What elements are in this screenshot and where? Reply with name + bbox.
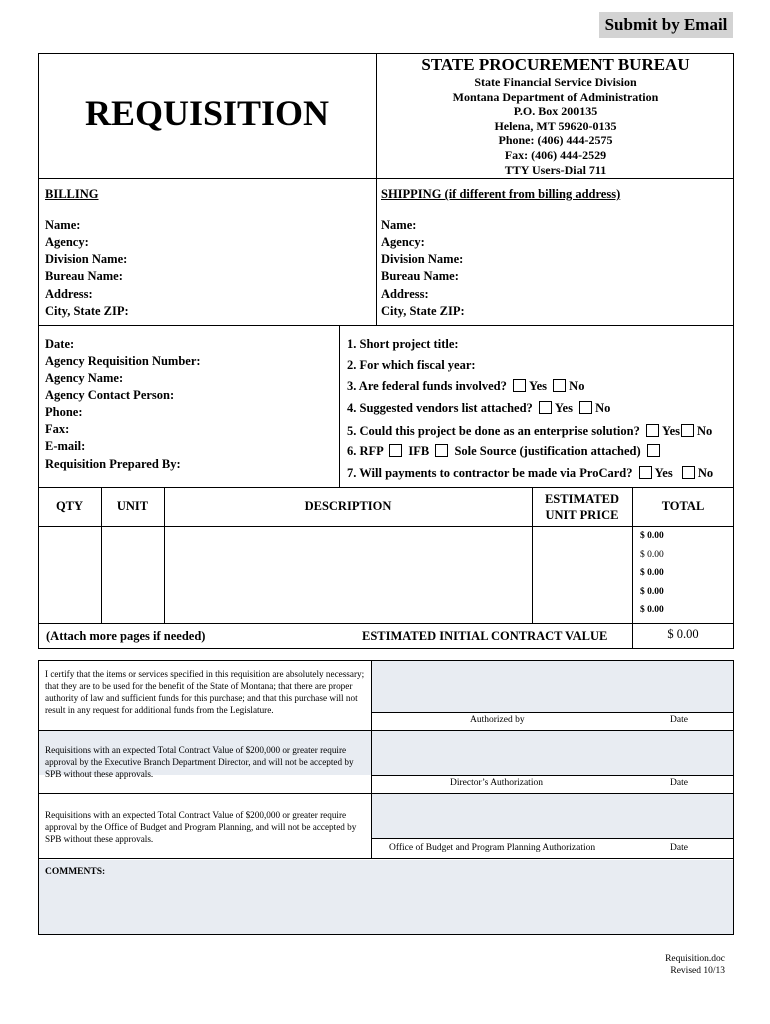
attach-pages-note: (Attach more pages if needed)	[46, 629, 206, 643]
q6-ifb-checkbox[interactable]	[435, 444, 448, 457]
shipping-heading: SHIPPING (if different from billing address)	[381, 187, 621, 201]
q6-sole-source-checkbox[interactable]	[647, 444, 660, 457]
q3-label: 3. Are federal funds involved?	[347, 379, 507, 393]
obpp-date-label: Date	[670, 843, 688, 853]
q4-vendors-list	[347, 401, 610, 416]
col-unit-price-header	[532, 491, 632, 523]
col-qty-header: QTY	[55, 499, 84, 513]
q5-no-checkbox[interactable]	[681, 424, 694, 437]
submit-by-email-button[interactable]: Submit by Email	[599, 12, 733, 38]
department-line: Montana Department of Administration	[452, 89, 659, 104]
q3-no-checkbox[interactable]	[553, 379, 566, 392]
q3-yes-label: Yes	[528, 379, 548, 393]
billing-heading: BILLING	[45, 187, 99, 201]
shipping-city-label[interactable]: City, State ZIP:	[381, 304, 465, 318]
director-signature-field[interactable]	[371, 730, 733, 775]
q6-ifb-label: IFB	[408, 444, 430, 458]
q5-enterprise	[347, 424, 712, 439]
page-title: REQUISITION	[84, 93, 330, 133]
q2-fiscal-year[interactable]: 2. For which fiscal year:	[347, 358, 476, 372]
billing-city-label[interactable]: City, State ZIP:	[45, 304, 129, 318]
q7-label: 7. Will payments to contractor be made via ProCard?	[347, 466, 633, 480]
authorized-signature-field[interactable]	[371, 661, 733, 712]
director-approval-text: Requisitions with an expected Total Contract Value of $200,000 or greater require approval by the Executive Branch Department Director, and will not be accepted by SPB without these approvals.	[45, 745, 354, 779]
agency-phone-label[interactable]: Phone:	[45, 405, 83, 419]
authorized-by-label: Authorized by	[470, 715, 525, 725]
row-total-3[interactable]: $ 0.00	[640, 568, 664, 578]
certify-statement: I certify that the items or services specified in this requisition are absolutely necessary; that they are to be used for the benefit of the State of Montana; that there are proper authority of law and sufficient funds for this purchase; and that this purchase will not result in any request for additional funds from the Legislature.	[45, 669, 365, 715]
date-label[interactable]: Date:	[45, 337, 75, 351]
shipping-address-label[interactable]: Address:	[381, 287, 429, 301]
q5-no-label: No	[697, 424, 713, 438]
q1-project-title[interactable]: 1. Short project title:	[347, 337, 459, 351]
billing-agency-label[interactable]: Agency:	[45, 235, 89, 249]
col-unit-header: UNIT	[116, 499, 149, 513]
q4-no-label: No	[595, 401, 611, 415]
authorized-date-label: Date	[670, 715, 688, 725]
director-authorization-label: Director’s Authorization	[450, 778, 543, 788]
q5-yes-label: Yes	[661, 424, 681, 438]
q4-yes-label: Yes	[554, 401, 573, 415]
prepared-by-label[interactable]: Requisition Prepared By:	[45, 457, 181, 471]
q7-no-label: No	[697, 466, 714, 480]
agency-name-label[interactable]: Agency Name:	[45, 371, 124, 385]
shipping-name-label[interactable]: Name:	[381, 218, 417, 232]
q3-yes-checkbox[interactable]	[513, 379, 526, 392]
tty-line: TTY Users-Dial 711	[504, 162, 607, 177]
q6-sole-source-label: Sole Source (justification attached)	[454, 444, 641, 458]
shipping-bureau-label[interactable]: Bureau Name:	[381, 269, 459, 283]
doc-name: Requisition.doc	[665, 954, 725, 964]
contract-value[interactable]: $ 0.00	[667, 627, 699, 641]
q6-rfp-checkbox[interactable]	[389, 444, 402, 457]
bureau-name: STATE PROCUREMENT BUREAU	[421, 55, 690, 74]
q3-federal-funds	[347, 379, 584, 394]
row-total-4[interactable]: $ 0.00	[640, 587, 664, 597]
col-description-header: DESCRIPTION	[304, 499, 392, 513]
q6-procurement-type	[347, 444, 663, 459]
q3-no-label: No	[569, 379, 585, 393]
billing-address-label[interactable]: Address:	[45, 287, 93, 301]
q4-no-checkbox[interactable]	[579, 401, 592, 414]
billing-division-label[interactable]: Division Name:	[45, 252, 128, 266]
q7-procard	[347, 466, 713, 481]
agency-contact-label[interactable]: Agency Contact Person:	[45, 388, 175, 402]
shipping-agency-label[interactable]: Agency:	[381, 235, 425, 249]
bureau-address	[377, 75, 734, 177]
row-total-1[interactable]: $ 0.00	[640, 531, 664, 541]
phone-line: Phone: (406) 444-2575	[498, 133, 613, 148]
billing-name-label[interactable]: Name:	[45, 218, 81, 232]
po-box-line: P.O. Box 200135	[513, 104, 598, 119]
agency-email-label[interactable]: E-mail:	[45, 439, 86, 453]
contract-value-label: ESTIMATED INITIAL CONTRACT VALUE	[362, 629, 608, 643]
q6-rfp-label: 6. RFP	[347, 444, 384, 458]
fax-line: Fax: (406) 444-2529	[504, 147, 607, 162]
obpp-authorization-label: Office of Budget and Program Planning Authorization	[389, 843, 596, 853]
unit-price-header-line1: ESTIMATED	[544, 492, 620, 506]
col-total-header: TOTAL	[661, 499, 705, 513]
city-line: Helena, MT 59620-0135	[494, 118, 617, 133]
obpp-approval-text: Requisitions with an expected Total Contract Value of $200,000 or greater require approval by the Office of Budget and Program Planning, and will not be accepted by SPB without these approvals.	[45, 810, 357, 844]
q4-yes-checkbox[interactable]	[539, 401, 552, 414]
obpp-signature-field[interactable]	[371, 794, 733, 838]
q7-yes-label: Yes	[654, 466, 673, 480]
q5-label: 5. Could this project be done as an enterprise solution?	[347, 424, 640, 438]
billing-bureau-label[interactable]: Bureau Name:	[45, 269, 123, 283]
division-line: State Financial Service Division	[474, 75, 637, 89]
q7-no-checkbox[interactable]	[682, 466, 695, 479]
revision-date: Revised 10/13	[670, 966, 725, 976]
document-footer	[600, 953, 725, 977]
q4-label: 4. Suggested vendors list attached?	[347, 401, 533, 415]
agency-fax-label[interactable]: Fax:	[45, 422, 70, 436]
comments-label: COMMENTS:	[45, 867, 106, 877]
agency-req-number-label[interactable]: Agency Requisition Number:	[45, 354, 201, 368]
q5-yes-checkbox[interactable]	[646, 424, 659, 437]
unit-price-header-line2: UNIT PRICE	[545, 508, 619, 522]
shipping-division-label[interactable]: Division Name:	[381, 252, 464, 266]
row-total-2[interactable]: $ 0.00	[640, 550, 664, 560]
director-date-label: Date	[670, 778, 688, 788]
comments-field[interactable]	[39, 860, 733, 934]
q7-yes-checkbox[interactable]	[639, 466, 652, 479]
row-total-5[interactable]: $ 0.00	[640, 605, 664, 615]
